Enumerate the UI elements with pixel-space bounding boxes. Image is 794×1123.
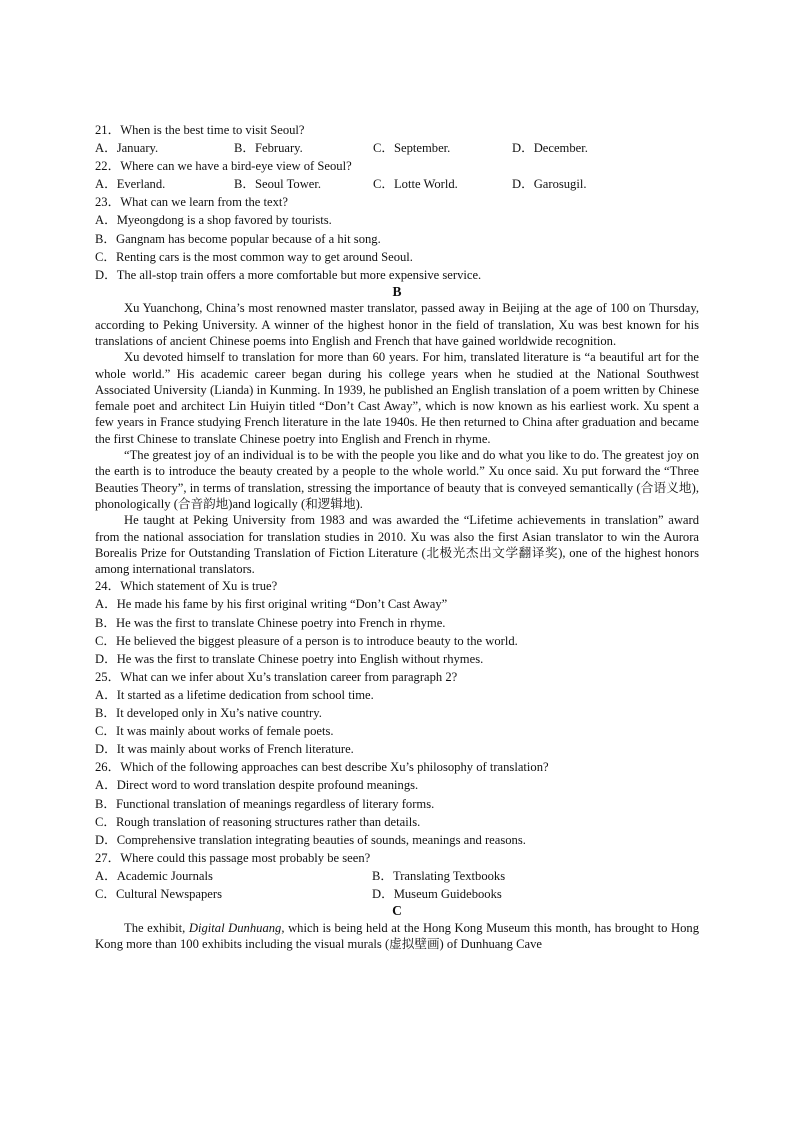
question-27-stem: 27．Where could this passage most probably be seen? xyxy=(95,850,371,865)
option-23-b[interactable]: B．Gangnam has become popular because of a hit song. xyxy=(95,231,381,246)
section-c-intro-after: which is being held at the Hong Kong Museum this month, has brought to Hong Kong more than 100 exhibits including the visual murals (虚拟壁画) of Dunhuang Cave xyxy=(95,920,699,951)
question-26-stem: 26．Which of the following approaches can best describe Xu’s philosophy of translation? xyxy=(95,760,549,775)
option-22-b[interactable]: B．Seoul Tower. xyxy=(234,177,322,192)
section-c-intro-before: The exhibit, xyxy=(124,920,189,935)
question-24-stem: 24．Which statement of Xu is true? xyxy=(95,579,278,594)
option-27-d[interactable]: D．Museum Guidebooks xyxy=(372,886,502,901)
option-23-c[interactable]: C．Renting cars is the most common way to get around Seoul. xyxy=(95,249,413,264)
option-22-a[interactable]: A．Everland. xyxy=(95,177,166,192)
option-22-c[interactable]: C．Lotte World. xyxy=(373,177,458,192)
section-b-paragraph-4: He taught at Peking University from 1983 and was awarded the “Lifetime achievements in translation” award from the national association for translation studies in 2010. Xu was also the first Asian translator to win the Aurora Borealis Prize for Outstanding Translation of Fiction Literature (北极光杰出文学翻译奖), one of the highest honors among international translators. xyxy=(95,513,699,577)
option-24-b[interactable]: B．He was the first to translate Chinese poetry into French in rhyme. xyxy=(95,615,446,630)
option-27-a[interactable]: A．Academic Journals xyxy=(95,868,213,883)
option-26-a[interactable]: A．Direct word to word translation despite profound meanings. xyxy=(95,778,419,793)
option-24-a[interactable]: A．He made his fame by his first original writing “Don’t Cast Away” xyxy=(95,597,448,612)
section-b-paragraph-3: “The greatest joy of an individual is to be with the people you like and do what you like to do. The greatest joy on the earth is to introduce the beauty created by a people to the whole world.” Xu once said. Xu put forward the “Three Beauties Theory”, in terms of translation, stressing the importance of beauty that is conveyed semantically (合语义地), phonologically (合音韵地)and logically (和逻辑地). xyxy=(95,448,699,511)
question-21-stem: 21．When is the best time to visit Seoul? xyxy=(95,123,305,137)
option-24-c[interactable]: C．He believed the biggest pleasure of a person is to introduce beauty to the world. xyxy=(95,633,518,648)
exhibit-title: Digital Dunhuang, xyxy=(188,920,285,935)
question-25-stem: 25．What can we infer about Xu’s translation career from paragraph 2? xyxy=(95,669,458,684)
option-25-b[interactable]: B．It developed only in Xu’s native country. xyxy=(95,706,322,721)
question-22-stem: 22．Where can we have a bird-eye view of Seoul? xyxy=(95,159,352,174)
question-23-stem: 23．What can we learn from the text? xyxy=(95,195,289,210)
section-c-heading: C xyxy=(392,903,402,919)
option-23-a[interactable]: A．Myeongdong is a shop favored by tourists. xyxy=(95,213,332,228)
option-25-d[interactable]: D．It was mainly about works of French literature. xyxy=(95,742,354,757)
option-27-c[interactable]: C．Cultural Newspapers xyxy=(95,886,222,901)
question-27-options-row-1 xyxy=(95,867,699,885)
option-25-c[interactable]: C．It was mainly about works of female poets. xyxy=(95,724,334,739)
option-27-b[interactable]: B．Translating Textbooks xyxy=(372,868,506,883)
question-22-options xyxy=(95,175,699,193)
option-21-a[interactable]: A．January. xyxy=(95,141,159,156)
section-c-paragraph-1 xyxy=(95,920,699,953)
option-26-d[interactable]: D．Comprehensive translation integrating beauties of sounds, meanings and reasons. xyxy=(95,832,526,847)
option-21-c[interactable]: C．September. xyxy=(373,141,451,156)
option-25-a[interactable]: A．It started as a lifetime dedication from school time. xyxy=(95,687,374,702)
option-23-d[interactable]: D．The all-stop train offers a more comfortable but more expensive service. xyxy=(95,267,482,282)
option-21-b[interactable]: B．February. xyxy=(234,141,303,156)
exam-page xyxy=(95,121,699,952)
option-21-d[interactable]: D．December. xyxy=(512,141,588,156)
option-26-c[interactable]: C．Rough translation of reasoning structures rather than details. xyxy=(95,814,421,829)
option-26-b[interactable]: B．Functional translation of meanings regardless of literary forms. xyxy=(95,796,435,811)
section-b-heading: B xyxy=(392,283,402,299)
section-b-paragraph-2: Xu devoted himself to translation for more than 60 years. For him, translated literature is “a beautiful art for the whole world.” His academic career began during his college years when he studied at the National Southwest Associated University (Lianda) in Kunming. In 1939, he published an English translation of a poem written by Chinese female poet and architect Lin Huiyin titled “Don’t Cast Away”, which is now known as his earliest work. Xu spent a few years in France studying French literature in the late 1940s. He then returned to China after graduation and became the first Chinese to translate Chinese poetry into English and French in rhyme. xyxy=(95,350,699,446)
section-b-paragraph-1: Xu Yuanchong, China’s most renowned master translator, passed away in Beijing at the age of 100 on Thursday, according to Peking University. A winner of the highest honor in the field of translation, Xu was best known for his translations of ancient Chinese poems into English and French that have gained worldwide recognition. xyxy=(95,301,699,348)
option-22-d[interactable]: D．Garosugil. xyxy=(512,177,587,192)
question-21-options xyxy=(95,139,699,157)
option-24-d[interactable]: D．He was the first to translate Chinese poetry into English without rhymes. xyxy=(95,651,484,666)
question-27-options-row-2 xyxy=(95,885,699,903)
